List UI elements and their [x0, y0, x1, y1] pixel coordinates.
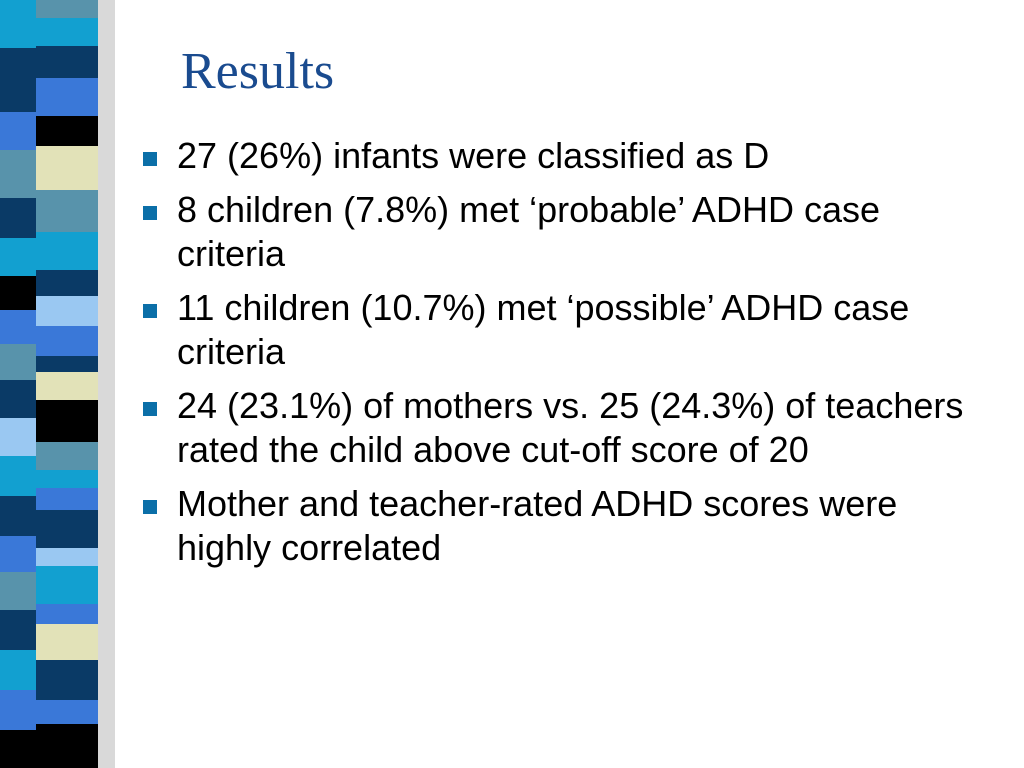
bullet-item: [140, 384, 980, 472]
decorative-stripe: [36, 724, 98, 768]
decorative-stripe: [0, 650, 36, 690]
bullet-item: [140, 286, 980, 374]
decorative-stripe: [36, 624, 98, 660]
bullet-item: [140, 188, 980, 276]
bullet-list: [140, 134, 980, 580]
decorative-stripe: [36, 566, 98, 604]
bullet-text: 24 (23.1%) of mothers vs. 25 (24.3%) of teachers rated the child above cut-off score of 20: [177, 385, 964, 470]
decorative-stripe: [36, 470, 98, 488]
decorative-stripe: [36, 660, 98, 700]
square-bullet-icon: [143, 500, 157, 514]
stripe-column-middle: [36, 0, 98, 768]
bullet-text: Mother and teacher-rated ADHD scores were highly correlated: [177, 483, 898, 568]
stripe-column-left: [0, 0, 36, 768]
decorative-stripe: [0, 310, 36, 344]
decorative-stripe: [36, 400, 98, 442]
decorative-stripe: [0, 0, 36, 48]
decorative-stripe: [0, 572, 36, 610]
decorative-stripe: [0, 418, 36, 456]
decorative-stripe: [36, 18, 98, 46]
decorative-stripe: [36, 700, 98, 724]
decorative-stripe: [0, 112, 36, 150]
stripe-column-right: [98, 0, 115, 768]
decorative-stripe: [0, 344, 36, 380]
decorative-stripe: [36, 442, 98, 470]
slide-title: Results: [181, 43, 335, 100]
decorative-stripe: [0, 48, 36, 112]
decorative-stripe-bar: [0, 0, 115, 768]
bullet-item: [140, 482, 980, 570]
bullet-item: [140, 134, 980, 178]
decorative-stripe: [36, 356, 98, 372]
square-bullet-icon: [143, 206, 157, 220]
decorative-stripe: [0, 238, 36, 276]
decorative-stripe: [36, 296, 98, 326]
square-bullet-icon: [143, 304, 157, 318]
decorative-stripe: [0, 610, 36, 650]
decorative-stripe: [36, 604, 98, 624]
decorative-stripe: [36, 190, 98, 232]
bullet-text: 8 children (7.8%) met ‘probable’ ADHD case criteria: [177, 189, 880, 274]
decorative-stripe: [0, 276, 36, 310]
decorative-stripe: [0, 380, 36, 418]
decorative-stripe: [0, 150, 36, 198]
decorative-stripe: [36, 146, 98, 190]
decorative-stripe: [36, 116, 98, 146]
decorative-stripe: [36, 510, 98, 548]
decorative-stripe: [36, 326, 98, 356]
decorative-stripe: [0, 536, 36, 572]
decorative-stripe: [36, 548, 98, 566]
square-bullet-icon: [143, 152, 157, 166]
decorative-stripe: [0, 496, 36, 536]
decorative-stripe: [36, 0, 98, 18]
decorative-stripe: [36, 232, 98, 270]
decorative-stripe: [98, 0, 115, 768]
decorative-stripe: [36, 488, 98, 510]
decorative-stripe: [0, 730, 36, 768]
decorative-stripe: [0, 690, 36, 730]
decorative-stripe: [36, 46, 98, 78]
bullet-text: 11 children (10.7%) met ‘possible’ ADHD case criteria: [177, 287, 910, 372]
square-bullet-icon: [143, 402, 157, 416]
decorative-stripe: [36, 270, 98, 296]
bullet-text: 27 (26%) infants were classified as D: [177, 135, 770, 176]
decorative-stripe: [0, 456, 36, 496]
decorative-stripe: [36, 78, 98, 116]
decorative-stripe: [36, 372, 98, 400]
decorative-stripe: [0, 198, 36, 238]
